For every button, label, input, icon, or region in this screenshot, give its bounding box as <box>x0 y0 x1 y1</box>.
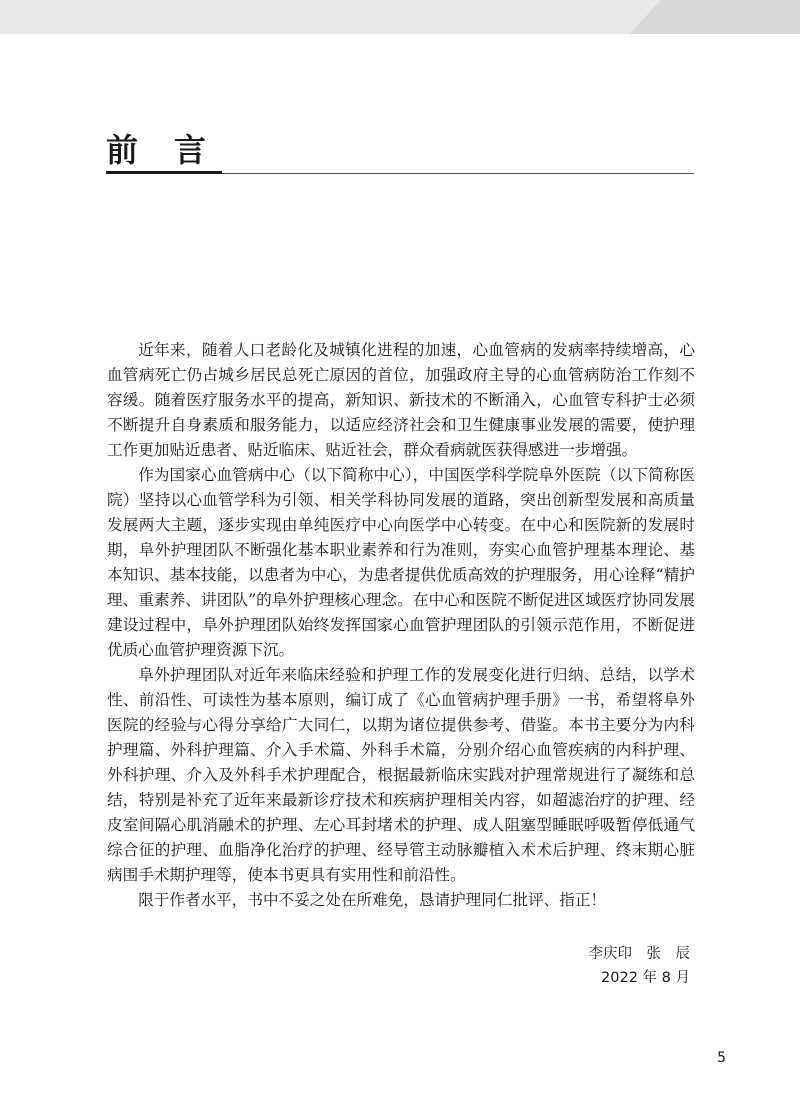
author-names: 李庆印 张 辰 <box>588 946 690 962</box>
preface-body <box>107 338 695 913</box>
signature-block <box>480 942 690 990</box>
header-band <box>0 0 800 34</box>
signature-date: 2022 年 8 月 <box>601 970 690 986</box>
page-number: 5 <box>717 1050 726 1066</box>
paragraph: 阜外护理团队对近年来临床经验和护理工作的发展变化进行归纳、总结，以学术性、前沿性、可读性为基本原则，编订成了《心血管病护理手册》一书，希望将阜外医院的经验与心得分享给广大同仁，以期为诸位提供参考、借鉴。本书主要分为内科护理篇、外科护理篇、介入手术篇、外科手术篇，分别介绍心血管疾病的内科护理、外科护理、介入及外科手术护理配合，根据最新临床实践对护理常规进行了凝练和总结，特别是补充了近年来最新诊疗技术和疾病护理相关内容，如超滤治疗的护理、经皮室间隔心肌消融术的护理、左心耳封堵术的护理、成人阻塞型睡眠呼吸暂停低通气综合征的护理、血脂净化治疗的护理、经导管主动脉瓣植入术术后护理、终末期心脏病围手术期护理等，使本书更具有实用性和前沿性。 <box>107 666 695 884</box>
paragraph: 限于作者水平，书中不妥之处在所难免，恳请护理同仁批评、指正！ <box>138 891 607 909</box>
header-band-accent <box>630 0 800 34</box>
paragraph: 作为国家心血管病中心（以下简称中心），中国医学科学院阜外医院（以下简称医院）坚持以心血管学科为引领、相关学科协同发展的道路，突出创新型发展和高质量发展两大主题，逐步实现由单纯医疗中心向医学中心转变。在中心和医院新的发展时期，阜外护理团队不断强化基本职业素养和行为准则，夯实心血管护理基本理论、基本知识、基本技能，以患者为中心，为患者提供优质高效的护理服务，用心诠释“精护理、重素养、讲团队”的阜外护理核心理念。在中心和医院不断促进区域医疗协同发展建设过程中，阜外护理团队始终发挥国家心血管护理团队的引领示范作用，不断促进优质心血管护理资源下沉。 <box>107 466 695 659</box>
title-rule-accent <box>106 171 222 174</box>
paragraph: 近年来，随着人口老龄化及城镇化进程的加速，心血管病的发病率持续增高，心血管病死亡仍占城乡居民总死亡原因的首位，加强政府主导的心血管病防治工作刻不容缓。随着医疗服务水平的提高，新知识、新技术的不断涌入，心血管专科护士必须不断提升自身素质和服务能力，以适应经济社会和卫生健康事业发展的需要，使护理工作更加贴近患者、贴近临床、贴近社会，群众看病就医获得感进一步增强。 <box>107 341 695 459</box>
page-title: 前言 <box>106 131 243 169</box>
